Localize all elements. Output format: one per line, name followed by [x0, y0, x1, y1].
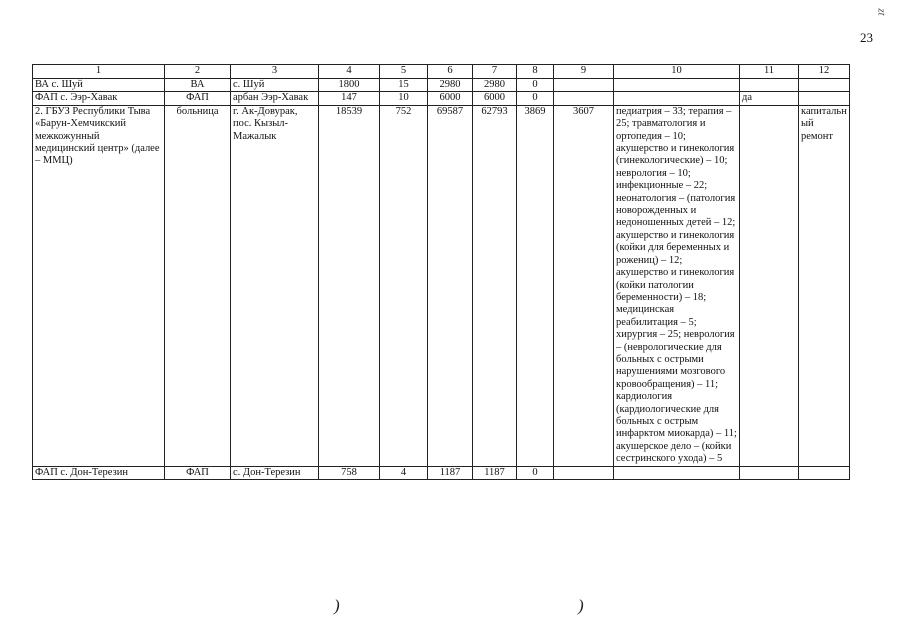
- column-header: 4: [319, 65, 380, 79]
- cell-col11: [740, 466, 799, 479]
- pen-mark: ): [334, 596, 340, 615]
- cell-col9: [554, 92, 614, 105]
- cell-col6: 2980: [428, 79, 473, 92]
- column-header: 2: [165, 65, 231, 79]
- facility-type: ВА: [165, 79, 231, 92]
- cell-col4: 1800: [319, 79, 380, 92]
- cell-col11: [740, 105, 799, 466]
- facility-name: ФАП с. Ээр-Хавак: [33, 92, 165, 105]
- cell-col9: [554, 466, 614, 479]
- facilities-table: [32, 64, 850, 480]
- column-header: 10: [614, 65, 740, 79]
- cell-col8: 0: [517, 79, 554, 92]
- page-number: 23: [860, 30, 873, 45]
- facility-location: с. Шуй: [231, 79, 319, 92]
- cell-col12: капитальный ремонт: [799, 105, 850, 466]
- column-header: 1: [33, 65, 165, 79]
- table-row: [33, 105, 850, 466]
- cell-col12: [799, 79, 850, 92]
- cell-col11: да: [740, 92, 799, 105]
- column-header: 9: [554, 65, 614, 79]
- table-row: [33, 466, 850, 479]
- cell-col8: 0: [517, 92, 554, 105]
- cell-col5: 4: [380, 466, 428, 479]
- facility-type: ФАП: [165, 466, 231, 479]
- cell-col5: 15: [380, 79, 428, 92]
- cell-col8: 3869: [517, 105, 554, 466]
- cell-col10: [614, 79, 740, 92]
- cell-col11: [740, 79, 799, 92]
- cell-col4: 18539: [319, 105, 380, 466]
- facility-type: больница: [165, 105, 231, 466]
- cell-col9: [554, 79, 614, 92]
- cell-col7: 1187: [473, 466, 517, 479]
- cell-col6: 1187: [428, 466, 473, 479]
- facility-name: ВА с. Шуй: [33, 79, 165, 92]
- facility-location: с. Дон-Терезин: [231, 466, 319, 479]
- facility-name: ФАП с. Дон-Терезин: [33, 466, 165, 479]
- cell-col6: 69587: [428, 105, 473, 466]
- cell-col5: 752: [380, 105, 428, 466]
- cell-col7: 2980: [473, 79, 517, 92]
- cell-col8: 0: [517, 466, 554, 479]
- cell-col6: 6000: [428, 92, 473, 105]
- cell-col7: 62793: [473, 105, 517, 466]
- column-header: 6: [428, 65, 473, 79]
- cell-col12: [799, 466, 850, 479]
- cell-col4: 147: [319, 92, 380, 105]
- bed-profile-list: педиатрия – 33; терапия – 25; травматология и ортопедия – 10; акушерство и гинекология (гинекологические) – 10; неврология – 10; инфекционные – 22; неонатология – (патология новорожденных и недоношенных детей – 12; акушерство и гинекология (койки для беременных и рожениц) – 12; акушерство и гинекология (койки патологии беременности) – 18; медицинская реабилитация – 5; хирургия – 25; неврология – (неврологические для больных с острыми нарушениями мозгового кровообращения) – 11; кардиология (кардиологические для больных с острым инфарктом миокарда) – 11; акушерское дело – (койки сестринского ухода) – 5: [614, 105, 740, 466]
- facility-location: арбан Ээр-Хавак: [231, 92, 319, 105]
- table-header-row: [33, 65, 850, 79]
- column-header: 3: [231, 65, 319, 79]
- column-header: 8: [517, 65, 554, 79]
- cell-col12: [799, 92, 850, 105]
- cell-col9: 3607: [554, 105, 614, 466]
- facility-name: 2. ГБУЗ Республики Тыва «Барун-Хемчикский межкожунный медицинский центр» (далее – ММЦ): [33, 105, 165, 466]
- cell-col7: 6000: [473, 92, 517, 105]
- cell-col5: 10: [380, 92, 428, 105]
- table-row: [33, 92, 850, 105]
- table-row: [33, 79, 850, 92]
- column-header: 12: [799, 65, 850, 79]
- cell-col4: 758: [319, 466, 380, 479]
- facility-location: г. Ак-Довурак, пос. Кызыл-Мажалык: [231, 105, 319, 466]
- column-header: 7: [473, 65, 517, 79]
- pen-mark: ): [578, 596, 584, 615]
- cell-col10: [614, 466, 740, 479]
- cell-col10: [614, 92, 740, 105]
- column-header: 5: [380, 65, 428, 79]
- facility-type: ФАП: [165, 92, 231, 105]
- handwritten-page-mark: zt: [875, 8, 888, 16]
- column-header: 11: [740, 65, 799, 79]
